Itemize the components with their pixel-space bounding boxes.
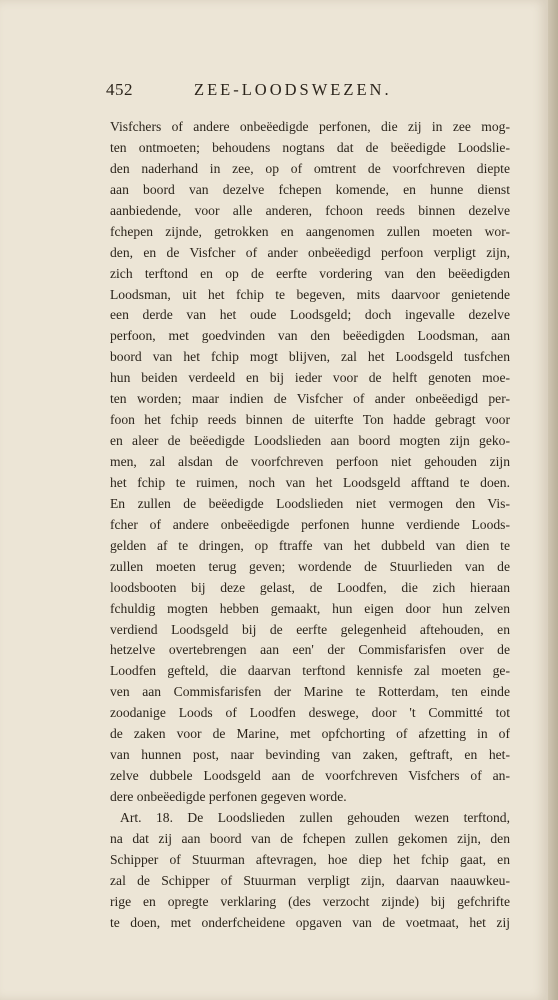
text-line: zal de Schipper of Stuurman verpligt zijn, daarvan naauwkeu- <box>110 872 510 888</box>
text-line: men, zal alsdan de voorfchreven perfoon niet gehouden zijn <box>110 454 510 469</box>
article-heading-line: Art. 18. De Loodslieden zullen gehouden wezen terftond, <box>120 809 510 825</box>
page-number: 452 <box>106 80 133 99</box>
text-line: hun beiden verdeeld en bij ieder voor de helft genoten moe- <box>110 370 510 386</box>
text-line: van hunnen post, naar bevinding van zaken, geftraft, en het- <box>110 747 510 763</box>
text-line: ten worden; maar indien de Visfcher of ander onbeëedigd per- <box>110 391 510 407</box>
text-line: en aleer de beëedigde Loodslieden aan boord mogten zijn geko- <box>110 433 510 449</box>
running-head: ZEE-LOODSWEZEN. <box>194 80 392 99</box>
text-line: den, en de Visfcher of ander onbeëedigd perfoon verpligt zijn, <box>110 244 510 260</box>
text-line: aan boord van dezelve fchepen komende, en hunne dienst <box>110 181 510 197</box>
text-line: hetzelve overtebrengen aan een' der Commisfarisfen over de <box>110 642 510 658</box>
text-line: Visfchers of andere onbeëedigde perfonen, die zij in zee mog- <box>110 119 510 134</box>
text-line: ten ontmoeten; behoudens nogtans dat de beëedigde Loodslie- <box>110 139 510 155</box>
text-line: den naderhand in zee, op of omtrent de voorfchreven diepte <box>110 160 510 176</box>
text-line: gelden af te dringen, op ftraffe van het dubbeld van dien te <box>110 537 510 553</box>
text-line: zelve dubbele Loodsgeld aan de voorfchreven Visfchers of an- <box>110 768 510 784</box>
text-line: verdiend Loodsgeld bij de eerfte gelegenheid aftehouden, en <box>110 621 510 637</box>
text-line: boord van het fchip mogt blijven, zal het Loodsgeld tusfchen <box>110 349 510 365</box>
text-line: En zullen de beëedigde Loodslieden niet vermogen den Vis- <box>110 495 510 511</box>
page-edge <box>548 0 558 1000</box>
text-line: ven aan Commisfarisfen der Marine te Rotterdam, ten einde <box>110 684 510 700</box>
text-line: te doen, met onderfcheidene opgaven van de voetmaat, het zij <box>110 914 510 930</box>
text-line: fcher of andere onbeëedigde perfonen hunne verdiende Loods- <box>110 516 510 532</box>
paragraph-end-line: dere onbeëedigde perfonen gegeven worde. <box>110 789 347 804</box>
text-line: na dat zij aan boord van de fchepen zullen gekomen zijn, den <box>110 830 510 846</box>
text-line: Schipper of Stuurman aftevragen, hoe diep het fchip gaat, en <box>110 851 510 867</box>
text-line: foon het fchip reeds binnen de uiterfte Ton hadde gebragt voor <box>110 412 510 428</box>
text-line: fchuldig mogten hebben gemaakt, hun eigen door hun zelven <box>110 600 510 616</box>
text-line: perfoon, met goedvinden van den beëedigden Loodsman, aan <box>110 328 510 344</box>
body-text <box>110 117 510 934</box>
text-line: Loodfen gefteld, die daarvan terftond kennisfe zal moeten ge- <box>110 663 510 679</box>
text-line: de zaken voor de Marine, met opfchorting of afzetting in of <box>110 726 510 742</box>
text-line: het fchip te ruimen, noch van het Loodsgeld afftand te doen. <box>110 474 510 490</box>
text-line: zullen moeten terug geven; wordende de Stuurlieden van de <box>110 558 510 574</box>
text-line: aanbiedende, voor alle anderen, fchoon reeds binnen dezelve <box>110 202 510 218</box>
text-line: loodsbooten bij deze gelast, de Loodfen, die zich hieraan <box>110 579 510 595</box>
text-line: rige en opregte verklaring (des verzocht zijnde) bij gefchrifte <box>110 893 510 909</box>
text-line: Loodsman, uit het fchip te begeven, mits daarvoor genietende <box>110 286 510 302</box>
text-line: zoodanige Loods of Loodfen deswege, door 't Committé tot <box>110 705 510 721</box>
page-header <box>106 80 516 104</box>
text-line: zich terftond en op de eerfte vordering van den beëedigden <box>110 265 510 281</box>
text-line: fchepen zijnde, getrokken en aangenomen zullen moeten wor- <box>110 223 510 239</box>
text-line: een derde van het oude Loodsgeld; doch ingevalle dezelve <box>110 307 510 323</box>
